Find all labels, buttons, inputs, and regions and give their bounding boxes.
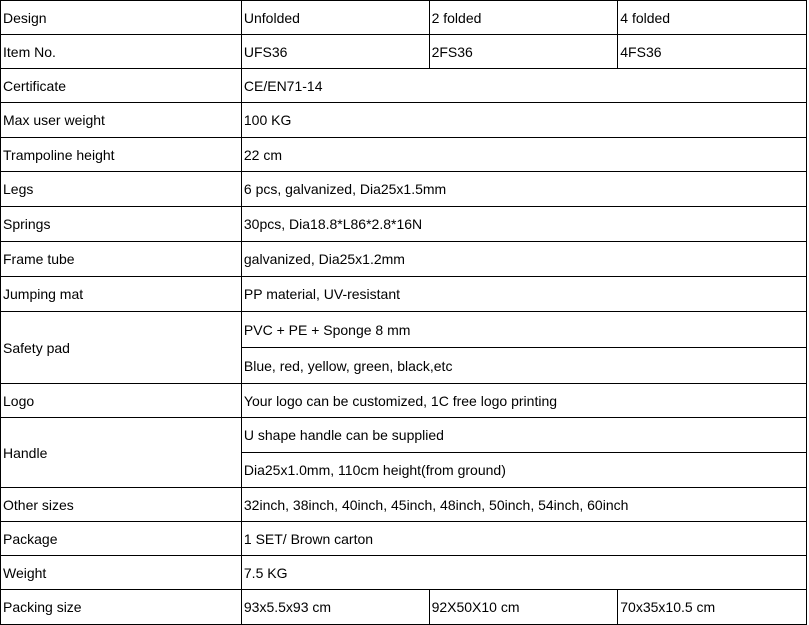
handle-spec: Dia25x1.0mm, 110cm height(from ground) [241,453,806,488]
table-row [1,418,807,453]
row-label-design: Design [1,1,242,35]
row-label-trampoline-height: Trampoline height [1,138,242,172]
table-row [1,1,807,35]
table-row [1,312,807,348]
table-row [1,138,807,172]
row-label-frame-tube: Frame tube [1,242,242,277]
table-row [1,103,807,138]
certificate-value: CE/EN71-14 [241,69,806,103]
table-row [1,69,807,103]
springs-value: 30pcs, Dia18.8*L86*2.8*16N [241,207,806,242]
row-label-logo: Logo [1,384,242,418]
jumping-mat-value: PP material, UV-resistant [241,277,806,312]
row-label-jumping-mat: Jumping mat [1,277,242,312]
item-no-unfolded: UFS36 [241,35,429,69]
design-unfolded: Unfolded [241,1,429,35]
row-label-certificate: Certificate [1,69,242,103]
table-row [1,384,807,418]
packing-size-4-folded: 70x35x10.5 cm [618,590,807,625]
row-label-item-no: Item No. [1,35,242,69]
design-2-folded: 2 folded [429,1,618,35]
packing-size-2-folded: 92X50X10 cm [429,590,618,625]
frame-tube-value: galvanized, Dia25x1.2mm [241,242,806,277]
package-value: 1 SET/ Brown carton [241,522,806,556]
row-label-package: Package [1,522,242,556]
trampoline-height-value: 22 cm [241,138,806,172]
table-row [1,242,807,277]
packing-size-unfolded: 93x5.5x93 cm [241,590,429,625]
table-row [1,207,807,242]
safety-pad-material: PVC + PE + Sponge 8 mm [241,312,806,348]
row-label-weight: Weight [1,556,242,590]
table-row [1,556,807,590]
table-row [1,488,807,522]
row-label-legs: Legs [1,172,242,207]
row-label-packing-size: Packing size [1,590,242,625]
table-row [1,172,807,207]
row-label-springs: Springs [1,207,242,242]
weight-value: 7.5 KG [241,556,806,590]
item-no-2-folded: 2FS36 [429,35,618,69]
safety-pad-colors: Blue, red, yellow, green, black,etc [241,348,806,384]
design-4-folded: 4 folded [618,1,807,35]
logo-value: Your logo can be customized, 1C free logo printing [241,384,806,418]
other-sizes-value: 32inch, 38inch, 40inch, 45inch, 48inch, 50inch, 54inch, 60inch [241,488,806,522]
item-no-4-folded: 4FS36 [618,35,807,69]
table-row [1,277,807,312]
table-row [1,590,807,625]
row-label-safety-pad: Safety pad [1,312,242,384]
row-label-handle: Handle [1,418,242,488]
row-label-other-sizes: Other sizes [1,488,242,522]
row-label-max-user-weight: Max user weight [1,103,242,138]
table-row [1,522,807,556]
handle-supply: U shape handle can be supplied [241,418,806,453]
max-user-weight-value: 100 KG [241,103,806,138]
legs-value: 6 pcs, galvanized, Dia25x1.5mm [241,172,806,207]
table-row [1,35,807,69]
